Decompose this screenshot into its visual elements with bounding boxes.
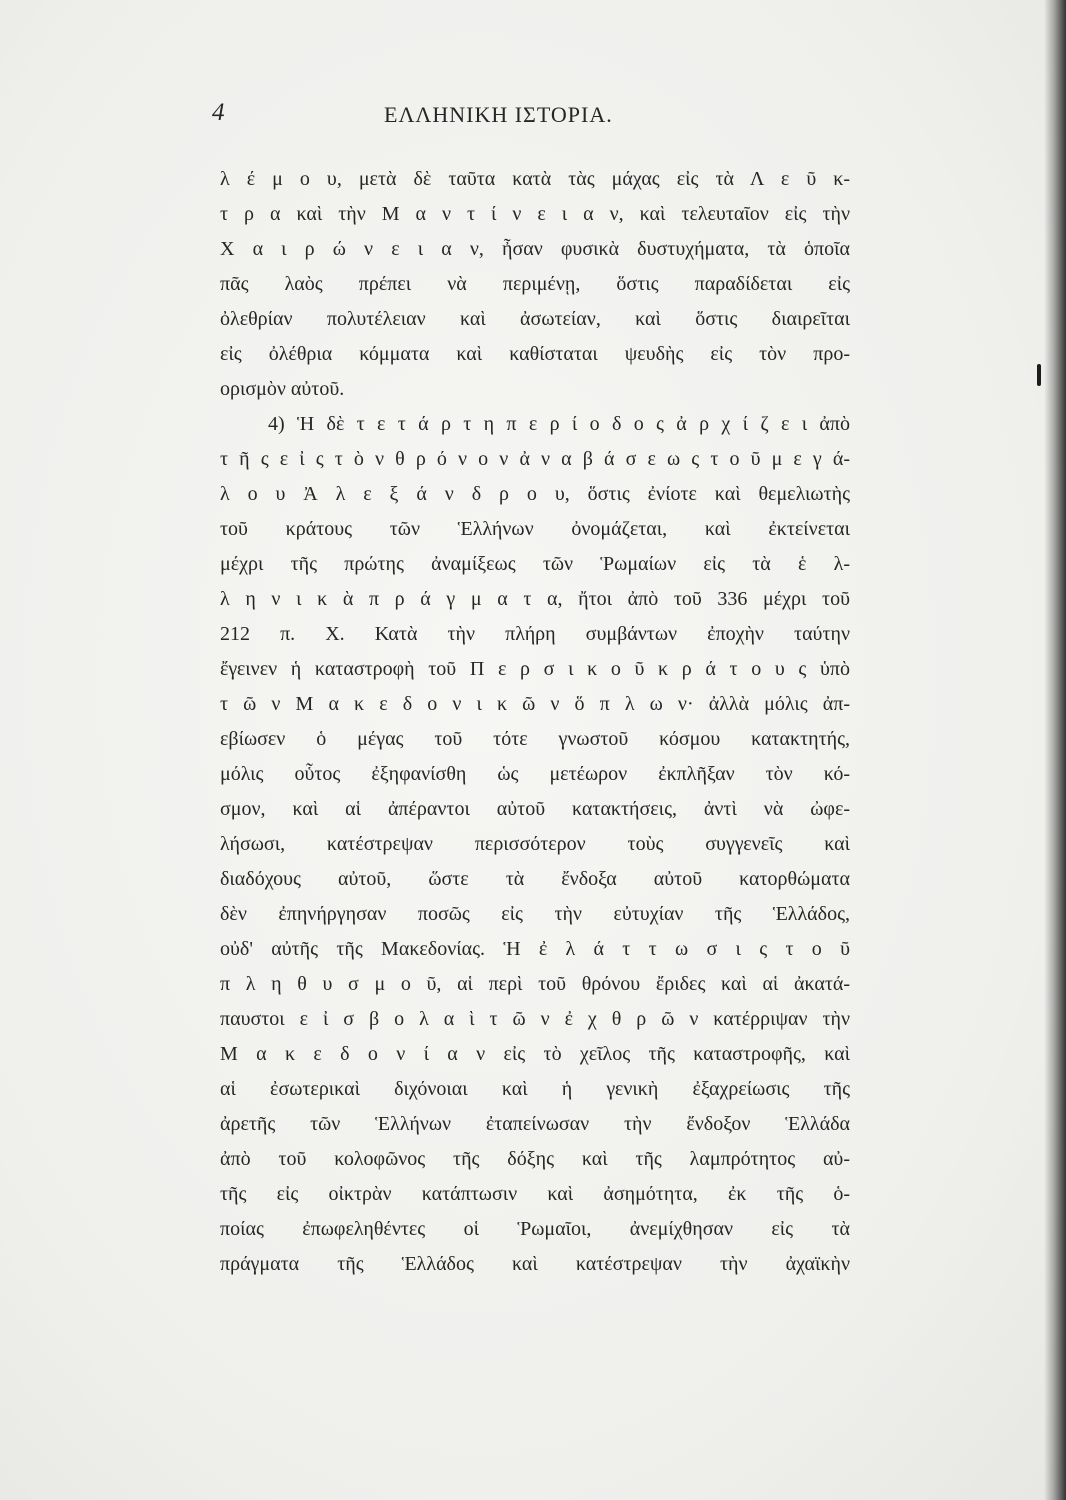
running-head: ΕΛΛΗΝΙΚΗ ΙΣΤΟΡΙΑ. — [384, 102, 613, 127]
text-line: τῆς εἰς οἰκτρὰν κατάπτωσιν καὶ ἀσημότητα, ἐκ τῆς ὁ- — [220, 1183, 850, 1205]
text-line: τ ῆ ς ε ἰ ς τ ὸ ν θ ρ ό ν ο ν ἀ ν α β ά σ ε ω ς τ ο ῦ μ ε γ ά- — [220, 448, 850, 470]
text-line: διαδόχους αὐτοῦ, ὥστε τὰ ἔνδοξα αὐτοῦ κατορθώματα — [220, 868, 850, 890]
text-line: τ ῶ ν Μ α κ ε δ ο ν ι κ ῶ ν ὅ π λ ω ν· ἀλλὰ μόλις ἀπ- — [220, 693, 850, 715]
paragraph-end-line: ορισμὸν αὐτοῦ. — [220, 378, 345, 400]
text-line: λ ο υ Ἀ λ ε ξ ά ν δ ρ ο υ, ὅστις ἐνίοτε καὶ θεμελιωτὴς — [220, 483, 850, 505]
text-line: τοῦ κράτους τῶν Ἑλλήνων ὀνομάζεται, καὶ ἐκτείνεται — [220, 518, 850, 540]
text-line: εβίωσεν ὁ μέγας τοῦ τότε γνωστοῦ κόσμου κατακτητής, — [220, 728, 850, 750]
paragraph-start-line: 4) Ἡ δὲ τ ε τ ά ρ τ η π ε ρ ί ο δ ο ς ἀ ρ χ ί ζ ε ι ἀπὸ — [268, 413, 850, 435]
text-line: Μ α κ ε δ ο ν ί α ν εἰς τὸ χεῖλος τῆς καταστροφῆς, καὶ — [220, 1043, 850, 1065]
text-line: εἰς ὀλέθρια κόμματα καὶ καθίσταται ψευδὴς εἰς τὸν προ- — [220, 343, 850, 365]
text-line: πράγματα τῆς Ἑλλάδος καὶ κατέστρεψαν τὴν ἀχαϊκὴν — [220, 1253, 850, 1275]
text-line: ποίας ἐπωφεληθέντες οἱ Ῥωμαῖοι, ἀνεμίχθησαν εἰς τὰ — [220, 1218, 850, 1240]
text-line: π λ η θ υ σ μ ο ῦ, αἱ περὶ τοῦ θρόνου ἔριδες καὶ αἱ ἀκατά- — [220, 973, 850, 995]
text-line: πᾶς λαὸς πρέπει νὰ περιμένῃ, ὅστις παραδίδεται εἰς — [220, 273, 850, 295]
text-line: ἔγεινεν ἡ καταστροφὴ τοῦ Π ε ρ σ ι κ ο ῦ κ ρ ά τ ο υ ς ὑπὸ — [220, 658, 850, 680]
text-line: δὲν ἐπηνήργησαν ποσῶς εἰς τὴν εὐτυχίαν τῆς Ἑλλάδος, — [220, 903, 850, 925]
scan-mark — [1037, 364, 1041, 386]
text-line: οὐδ' αὐτῆς τῆς Μακεδονίας. Ἡ ἐ λ ά τ τ ω σ ι ς τ ο ῦ — [220, 938, 850, 960]
text-line: ἀρετῆς τῶν Ἑλλήνων ἐταπείνωσαν τὴν ἔνδοξον Ἑλλάδα — [220, 1113, 850, 1135]
page-edge-shadow — [1044, 0, 1066, 1500]
text-line: Χ α ι ρ ώ ν ε ι α ν, ἦσαν φυσικὰ δυστυχήματα, τὰ ὁποῖα — [220, 238, 850, 260]
text-line: παυστοι ε ἰ σ β ο λ α ὶ τ ῶ ν ἐ χ θ ρ ῶ ν κατέρριψαν τὴν — [220, 1008, 850, 1030]
text-line: σμον, καὶ αἱ ἀπέραντοι αὐτοῦ κατακτήσεις, ἀντὶ νὰ ὠφε- — [220, 798, 850, 820]
body-text — [220, 162, 850, 1282]
text-line: λήσωσι, κατέστρεψαν περισσότερον τοὺς συγγενεῖς καὶ — [220, 833, 850, 855]
text-line: ὀλεθρίαν πολυτέλειαν καὶ ἀσωτείαν, καὶ ὅστις διαιρεῖται — [220, 308, 850, 330]
text-line: 212 π. Χ. Κατὰ τὴν πλήρη συμβάντων ἐποχὴν ταύτην — [220, 623, 850, 645]
text-line: ἀπὸ τοῦ κολοφῶνος τῆς δόξης καὶ τῆς λαμπρότητος αὐ- — [220, 1148, 850, 1170]
text-line: λ η ν ι κ ὰ π ρ ά γ μ α τ α, ἤτοι ἀπὸ τοῦ 336 μέχρι τοῦ — [220, 588, 850, 610]
page-number: 4 — [212, 99, 225, 126]
text-line: μέχρι τῆς πρώτης ἀναμίξεως τῶν Ῥωμαίων εἰς τὰ ἑ λ- — [220, 553, 850, 575]
text-line: λ έ μ ο υ, μετὰ δὲ ταῦτα κατὰ τὰς μάχας εἰς τὰ Λ ε ῦ κ- — [220, 168, 850, 190]
text-line: τ ρ α καὶ τὴν Μ α ν τ ί ν ε ι α ν, καὶ τελευταῖον εἰς τὴν — [220, 203, 850, 225]
text-line: αἱ ἐσωτερικαὶ διχόνοιαι καὶ ἡ γενικὴ ἐξαχρείωσις τῆς — [220, 1078, 850, 1100]
text-line: μόλις οὗτος ἐξηφανίσθη ὡς μετέωρον ἐκπλῆξαν τὸν κό- — [220, 763, 850, 785]
